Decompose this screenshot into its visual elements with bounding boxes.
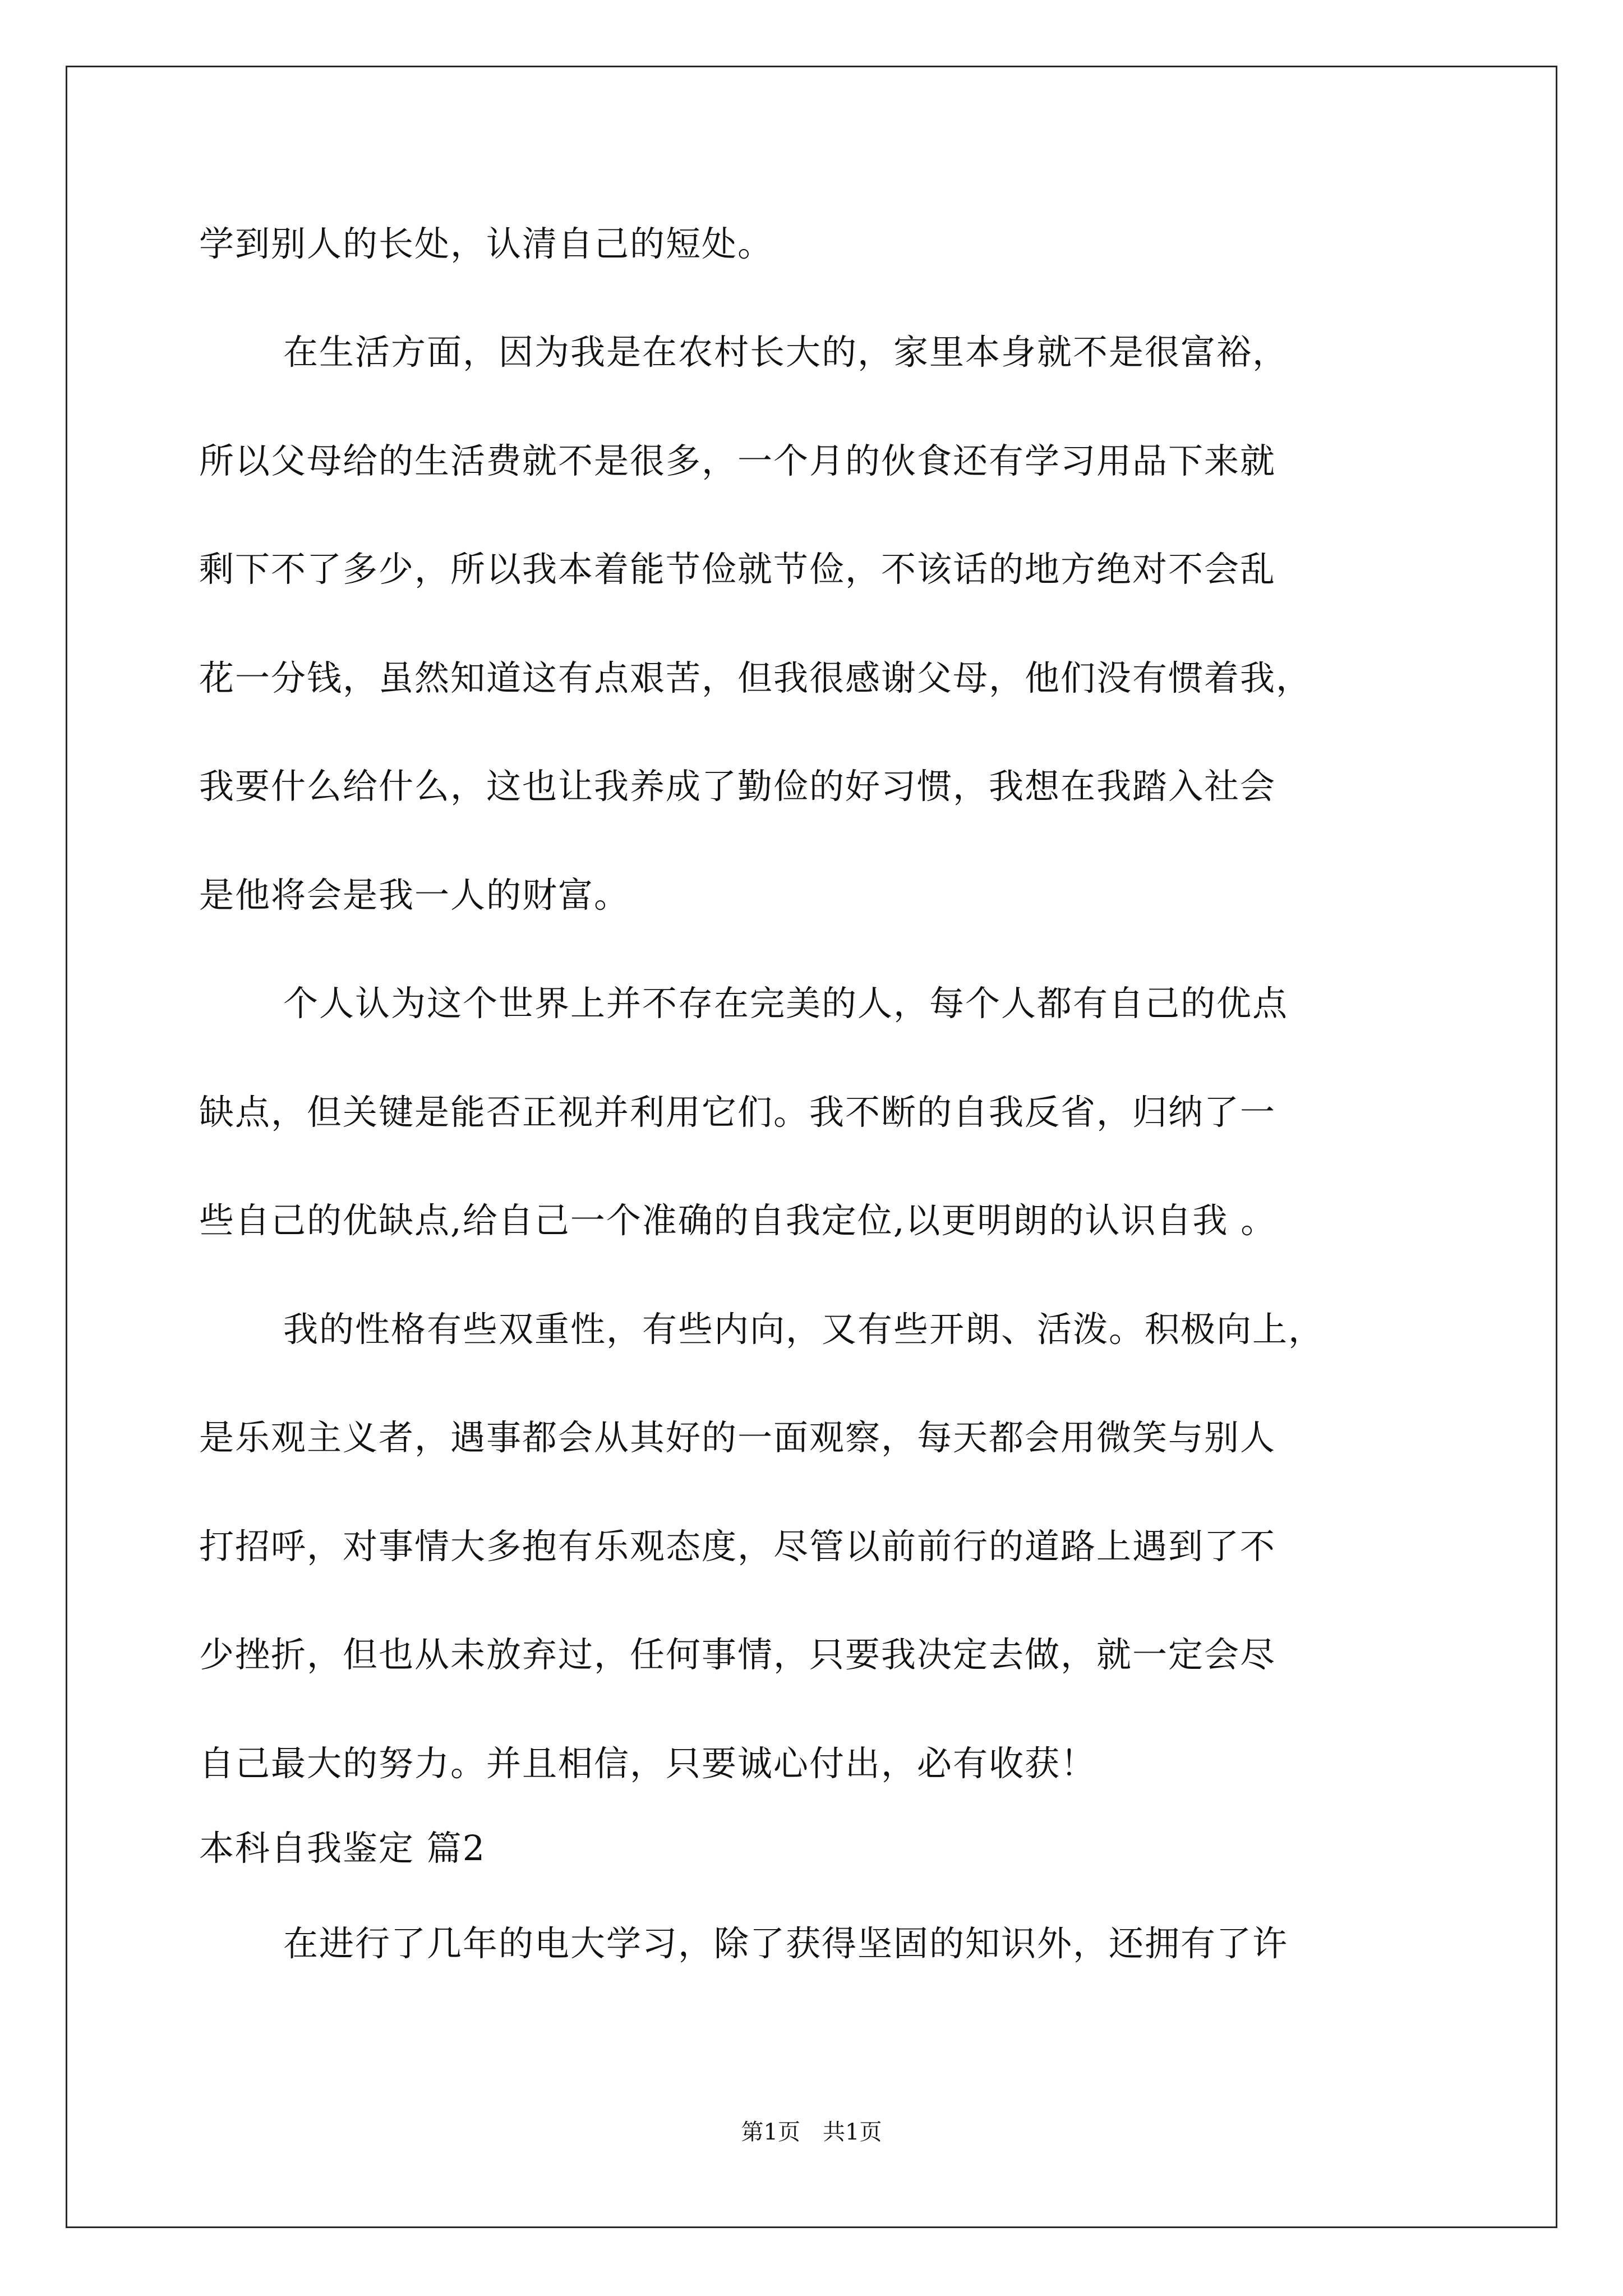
- text-line: 花一分钱，虽然知道这有点艰苦，但我很感谢父母，他们没有惯着我，: [199, 657, 1312, 698]
- paragraph-start-line: 我的性格有些双重性，有些内向，又有些开朗、活泼。积极向上，: [283, 1309, 1325, 1350]
- paragraph-start-line: 在生活方面，因为我是在农村长大的，家里本身就不是很富裕，: [283, 332, 1289, 372]
- text-line: 自己最大的努力。并且相信，只要诚心付出，必有收获！: [199, 1743, 1097, 1784]
- text-line: 剩下不了多少，所以我本着能节俭就节俭，不该话的地方绝对不会乱: [199, 549, 1276, 590]
- page-footer: 第1页 共1页: [741, 2119, 882, 2145]
- text-line: 打招呼，对事情大多抱有乐观态度，尽管以前前行的道路上遇到了不: [199, 1526, 1276, 1567]
- text-line: 缺点，但关键是能否正视并利用它们。我不断的自我反省，归纳了一: [199, 1092, 1276, 1133]
- text-line: 少挫折，但也从未放弃过，任何事情，只要我决定去做，就一定会尽: [199, 1634, 1276, 1675]
- text-line: 所以父母给的生活费就不是很多，一个月的伙食还有学习用品下来就: [199, 440, 1276, 481]
- text-line: 些自己的优缺点,给自己一个准确的自我定位,以更明朗的认识自我 。: [199, 1200, 1277, 1241]
- paragraph-start-line: 个人认为这个世界上并不存在完美的人，每个人都有自己的优点: [283, 983, 1289, 1024]
- text-line: 学到别人的长处，认清自己的短处。: [199, 223, 774, 264]
- text-line: 是他将会是我一人的财富。: [199, 875, 630, 915]
- text-line: 是乐观主义者，遇事都会从其好的一面观察，每天都会用微笑与别人: [199, 1417, 1276, 1458]
- text-line: 我要什么给什么，这也让我养成了勤俭的好习惯，我想在我踏入社会: [199, 766, 1276, 807]
- section-heading: 本科自我鉴定 篇2: [199, 1828, 486, 1869]
- paragraph-start-line: 在进行了几年的电大学习，除了获得坚固的知识外，还拥有了许: [283, 1923, 1289, 1964]
- page-border: [66, 66, 1557, 2228]
